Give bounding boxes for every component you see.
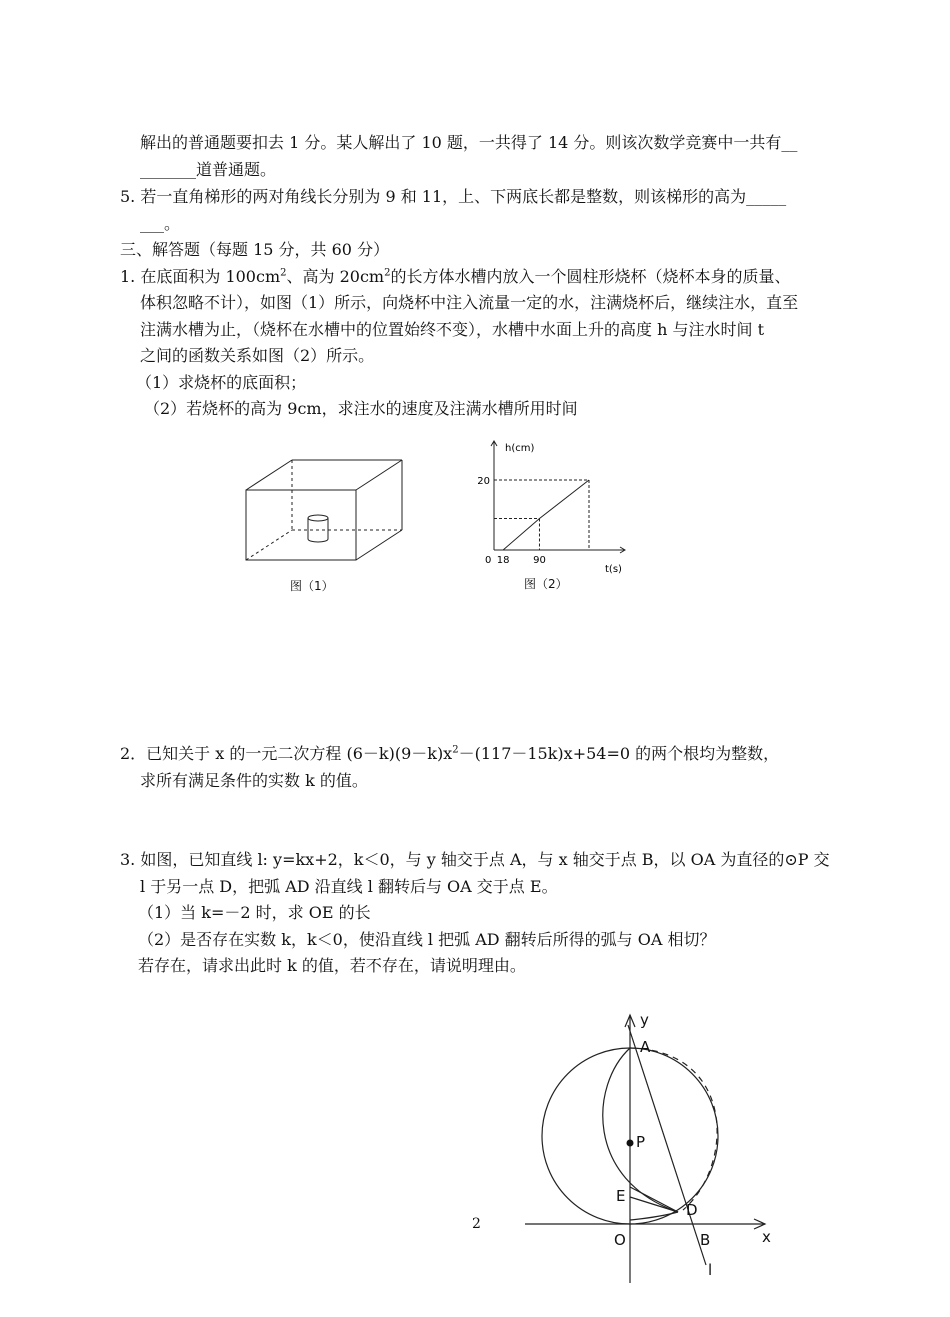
problem-1-sub-2: （2）若烧杯的高为 9cm，求注水的速度及注满水槽所用时间 xyxy=(144,399,578,418)
problem-2-line-2: 求所有满足条件的实数 k 的值。 xyxy=(140,771,368,790)
segment-od xyxy=(630,1212,678,1220)
superscript: 2 xyxy=(384,267,391,279)
tank-edge xyxy=(246,460,292,490)
problem-1-line-2: 体积忽略不计），如图（1）所示，向烧杯中注入流量一定的水，注满烧杯后，继续注水，直至 xyxy=(140,293,799,312)
label-x-axis: x xyxy=(762,1228,771,1246)
tank-hidden-edge xyxy=(246,530,292,560)
superscript: 2 xyxy=(280,267,287,279)
chart-x-label: t(s) xyxy=(605,564,622,575)
problem-1-line-1 xyxy=(120,267,790,287)
prev-question-line-2: _______道普通题。 xyxy=(140,160,277,179)
problem-1-text-a: 1. 在底面积为 100cm xyxy=(120,267,281,286)
label-point-o: O xyxy=(614,1231,626,1249)
section-3-heading: 三、解答题（每题 15 分，共 60 分） xyxy=(120,240,390,259)
label-point-e: E xyxy=(616,1187,626,1205)
reflected-arc xyxy=(603,1048,678,1212)
figure-2-caption: 图（2） xyxy=(524,577,568,591)
figure-1-tank xyxy=(240,455,410,570)
chart-origin-label: 0 xyxy=(485,555,492,566)
label-point-b: B xyxy=(700,1231,711,1249)
center-point-p xyxy=(627,1140,634,1147)
label-point-a: A xyxy=(640,1038,651,1056)
figure-1-caption: 图（1） xyxy=(290,579,334,593)
page-number: 2 xyxy=(472,1216,481,1232)
chart-y-tick-label: 20 xyxy=(477,476,490,487)
problem-1-sub-1: （1）求烧杯的底面积； xyxy=(136,373,307,392)
chart-x-tick-label: 90 xyxy=(533,555,546,566)
tank-edge xyxy=(356,530,402,560)
superscript: 2 xyxy=(452,744,459,756)
chart-series-line xyxy=(503,480,589,550)
problem-1-line-3: 注满水槽为止，（烧杯在水槽中的位置始终不变），水槽中水面上升的高度 h 与注水时间 t xyxy=(140,320,764,339)
problem-3-sub-1: （1）当 k=－2 时，求 OE 的长 xyxy=(138,903,371,922)
problem-1-text-c: 的长方体水槽内放入一个圆柱形烧杯（烧杯本身的质量、 xyxy=(390,267,791,286)
problem-3-line-1: 3. 如图，已知直线 l: y=kx+2，k＜0，与 y 轴交于点 A，与 x 轴交于点 B，以 OA 为直径的⊙P 交 xyxy=(120,850,830,869)
chart-x-tick-label: 18 xyxy=(496,555,510,566)
tank-edge xyxy=(356,460,402,490)
problem-3-line-5: 若存在，请求出此时 k 的值，若不存在，请说明理由。 xyxy=(138,956,526,975)
label-point-p: P xyxy=(636,1133,646,1151)
problem-1-text-b: 、高为 20cm xyxy=(286,267,385,286)
question-5-line-1: 5. 若一直角梯形的两对角线长分别为 9 和 11，上、下两底长都是整数，则该梯形的高为_____ xyxy=(120,187,787,206)
label-line-l: l xyxy=(708,1261,713,1279)
chart-y-label: h(cm) xyxy=(505,443,535,454)
problem-3-line-2: l 于另一点 D，把弧 AD 沿直线 l 翻转后与 OA 交于点 E。 xyxy=(140,877,558,896)
figure-2-chart xyxy=(475,435,635,580)
label-point-d: D xyxy=(686,1201,698,1219)
geometry-figure xyxy=(520,1005,780,1305)
prev-question-line-1: 解出的普通题要扣去 1 分。某人解出了 10 题，一共得了 14 分。则该次数学竞赛中一共有__ xyxy=(140,133,798,152)
problem-2-line-1 xyxy=(120,744,779,764)
problem-2-text-a: 2．已知关于 x 的一元二次方程 (6－k)(9－k)x xyxy=(120,744,453,763)
label-y-axis: y xyxy=(640,1011,649,1029)
beaker xyxy=(308,515,328,542)
problem-3-sub-2: （2）是否存在实数 k，k＜0，使沿直线 l 把弧 AD 翻转后所得的弧与 OA 相切？ xyxy=(138,930,716,949)
problem-2-text-b: －(117－15k)x+54=0 的两个根均为整数， xyxy=(458,744,780,763)
question-5-line-2: ___。 xyxy=(140,214,181,233)
problem-1-line-4: 之间的函数关系如图（2）所示。 xyxy=(140,346,375,365)
